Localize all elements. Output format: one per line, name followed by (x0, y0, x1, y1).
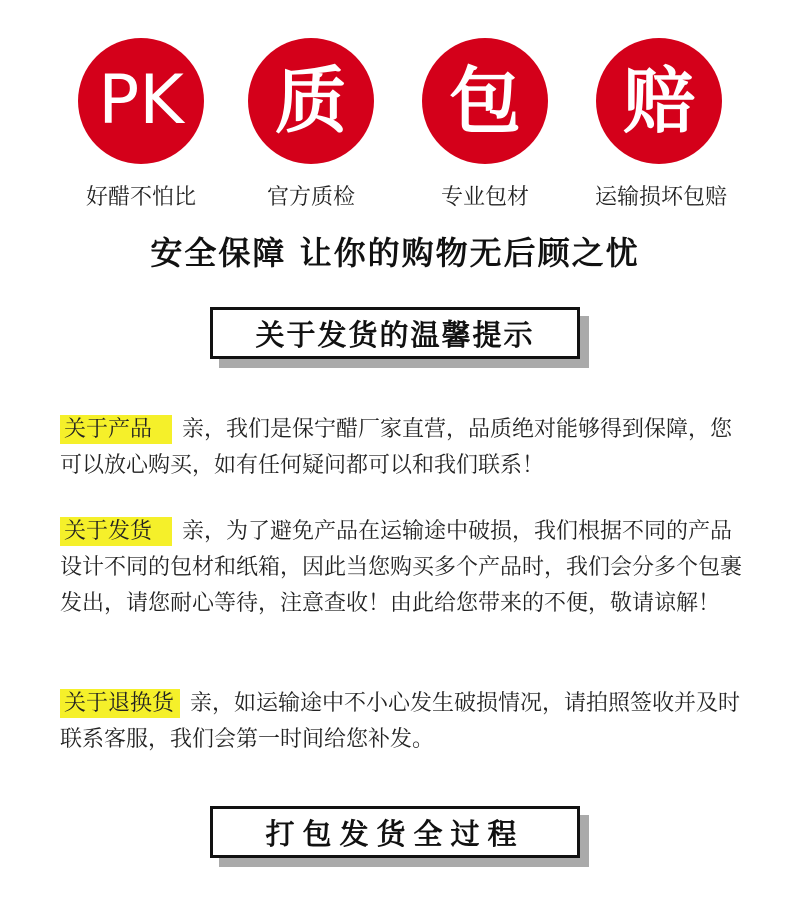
badge-caption-package: 专业包材 (440, 185, 529, 210)
quality-badge-icon: 质 (248, 38, 374, 164)
badge-caption-quality: 官方质检 (266, 185, 355, 210)
note-product (60, 412, 750, 484)
packing-process-title: 打包发货全过程 (210, 806, 580, 858)
feature-badges (0, 38, 790, 168)
compensation-badge-icon: 赔 (596, 38, 722, 164)
pk-badge-icon: PK (78, 38, 204, 164)
note-shipping (60, 514, 750, 622)
note-returns (60, 686, 750, 758)
package-badge-icon: 包 (422, 38, 548, 164)
note-tag-shipping: 关于发货 (60, 517, 172, 546)
badge-caption-pk: 好醋不怕比 (85, 185, 196, 210)
note-text-returns: 亲，如运输途中不小心发生破损情况，请拍照签收并及时联系客服，我们会第一时间给您补发。 (60, 691, 741, 752)
shipping-tips-title: 关于发货的温馨提示 (210, 307, 580, 359)
note-tag-returns: 关于退换货 (60, 689, 180, 718)
badge-caption-compensation: 运输损坏包赔 (594, 185, 727, 210)
slogan: 安全保障 让你的购物无后顾之忧 (150, 234, 640, 272)
note-text-product: 亲，我们是保宁醋厂家直营，品质绝对能够得到保障，您可以放心购买，如有任何疑问都可以和我们联系！ (60, 417, 733, 478)
note-text-shipping: 亲，为了避免产品在运输途中破损，我们根据不同的产品设计不同的包材和纸箱，因此当您购买多个产品时，我们会分多个包裹发出，请您耐心等待，注意查收！由此给您带来的不便，敬请谅解！ (60, 519, 743, 616)
note-tag-product: 关于产品 (60, 415, 172, 444)
